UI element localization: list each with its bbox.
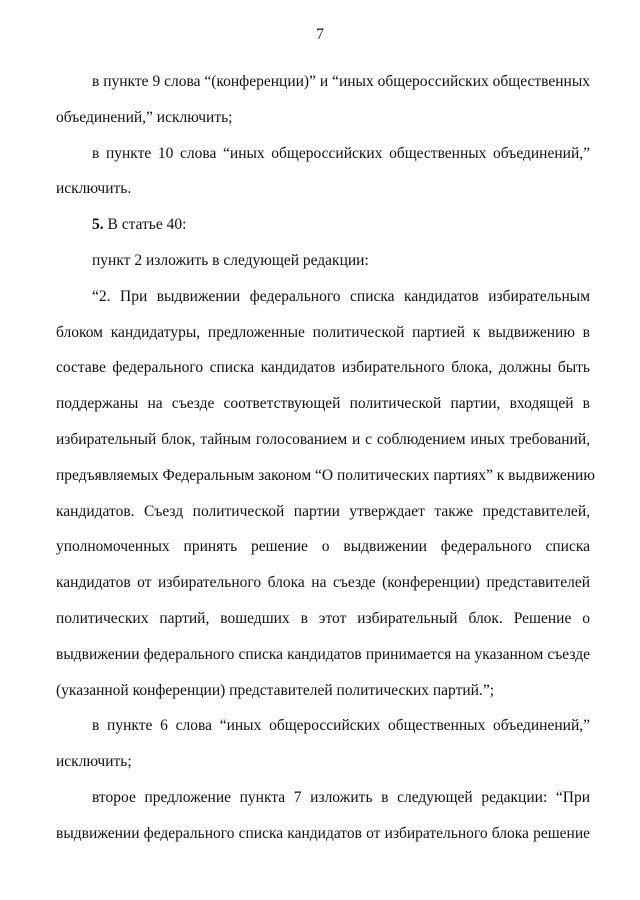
line-text: пункт 2 изложить в следующей редакции:	[92, 251, 369, 269]
line-text: политических партий, вошедших в этот избирательный блок. Решение о	[56, 609, 590, 627]
line-text: составе федерального списка кандидатов избирательного блока, должны быть	[56, 359, 590, 377]
line-text: в пункте 9 слова “(конференции)” и “иных общероссийских общественных	[92, 73, 590, 90]
text-line	[56, 64, 590, 100]
text-line	[56, 565, 590, 601]
text-line	[56, 422, 590, 458]
item-number: 5.	[92, 216, 104, 234]
text-line	[56, 136, 590, 172]
line-text: в пункте 6 слова “иных общероссийских общественных объединений,”	[92, 717, 590, 735]
text-line	[56, 744, 590, 780]
line-text: поддержаны на съезде соответствующей политической партии, входящей в	[56, 395, 590, 413]
line-text: исключить.	[56, 180, 132, 198]
line-text: (указанной конференции) представителей политических партий.”;	[56, 681, 495, 699]
text-line	[56, 708, 590, 744]
line-text: предъявляемых Федеральным законом “О политических партиях” к выдвижению	[56, 466, 595, 484]
text-line	[56, 673, 590, 709]
text-line	[56, 458, 595, 494]
line-text: избирательный блок, тайным голосованием и с соблюдением иных требований,	[56, 430, 590, 448]
line-text: выдвижении федерального списка кандидатов принимается на указанном съезде	[56, 645, 590, 663]
line-text: второе предложение пункта 7 изложить в следующей редакции: “При	[92, 788, 590, 806]
text-line	[56, 601, 590, 637]
text-line	[56, 100, 590, 136]
text-line	[56, 350, 590, 386]
text-line	[56, 279, 590, 315]
line-text: кандидатов. Съезд политической партии утверждает также представителей,	[56, 502, 590, 520]
document-body	[56, 64, 595, 852]
text-line	[56, 494, 590, 530]
line-text: уполномоченных принять решение о выдвижении федерального списка	[56, 538, 590, 556]
text-line	[56, 816, 590, 852]
line-text: выдвижении федерального списка кандидатов от избирательного блока решение	[56, 824, 590, 842]
text-line	[56, 315, 590, 351]
text-line	[56, 529, 590, 565]
line-text: В статье 40:	[107, 216, 187, 234]
line-text: объединений,” исключить;	[56, 108, 233, 126]
line-text: в пункте 10 слова “иных общероссийских общественных объединений,”	[92, 144, 590, 162]
text-line	[56, 207, 590, 243]
line-text: исключить;	[56, 753, 132, 771]
line-text: блоком кандидатуры, предложенные политической партией к выдвижению в	[56, 323, 590, 341]
text-line	[56, 243, 590, 279]
text-line	[56, 780, 590, 816]
text-line	[56, 386, 590, 422]
text-line	[56, 171, 590, 207]
line-text: кандидатов от избирательного блока на съезде (конференции) представителей	[56, 574, 590, 592]
page-number: 7	[316, 26, 324, 43]
line-text: “2. При выдвижении федерального списка кандидатов избирательным	[92, 287, 590, 305]
text-line	[56, 637, 590, 673]
